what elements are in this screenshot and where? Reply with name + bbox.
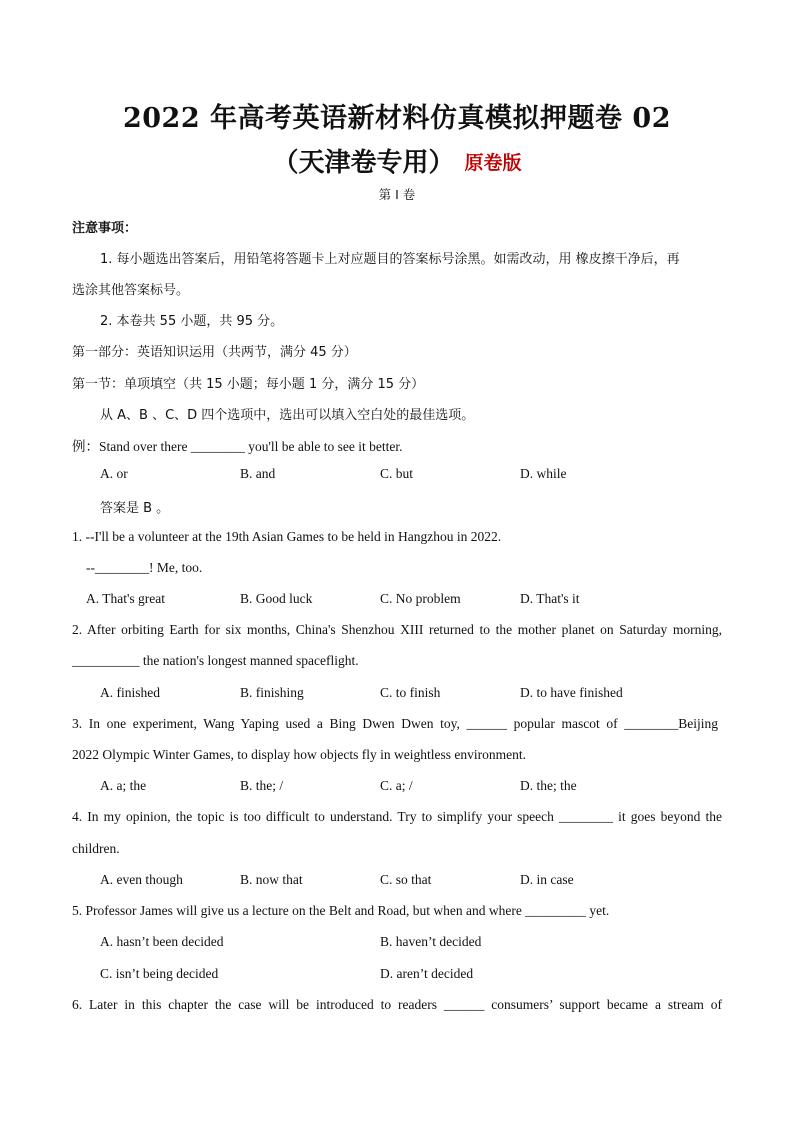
- example-option-a: A. or: [100, 466, 128, 481]
- question-3-option-a: A. a; the: [100, 778, 147, 793]
- question-3-option-b: B. the; /: [240, 778, 284, 793]
- question-1-stem: 1. --I'll be a volunteer at the 19th Asian Games to be held in Hangzhou in 2022.: [72, 529, 502, 544]
- question-4-option-c: C. so that: [380, 872, 432, 887]
- question-5-option-a: A. hasn’t been decided: [100, 934, 224, 949]
- example-answer: 答案是 B 。: [100, 501, 170, 516]
- version-badge: 原卷版: [464, 152, 522, 174]
- notice-item-1-cont: 选涂其他答案标号。: [72, 283, 190, 298]
- question-4-option-b: B. now that: [240, 872, 303, 887]
- question-3-stem: 3. In one experiment, Wang Yaping used a Bing Dwen Dwen toy, ______ popular mascot of ________Beijing: [72, 716, 718, 731]
- example-option-d: D. while: [520, 466, 567, 481]
- question-1-option-d: D. That's it: [520, 591, 580, 606]
- instruction-text: 从 A、B 、C、D 四个选项中，选出可以填入空白处的最佳选项。: [100, 408, 475, 423]
- question-2-stem-cont: __________ the nation's longest manned spaceflight.: [72, 653, 359, 668]
- question-5-option-d: D. aren’t decided: [380, 966, 474, 981]
- question-1-option-b: B. Good luck: [240, 591, 313, 606]
- notice-item-2: 2. 本卷共 55 小题，共 95 分。: [100, 314, 284, 329]
- question-2-option-c: C. to finish: [380, 685, 441, 700]
- example-stem: 例：Stand over there ________ you'll be able to see it better.: [72, 439, 403, 454]
- document-title: 2022 年高考英语新材料仿真模拟押题卷 02: [122, 103, 672, 134]
- subtitle-text: （天津卷专用）: [272, 148, 455, 178]
- question-4-option-d: D. in case: [520, 872, 574, 887]
- question-2-option-d: D. to have finished: [520, 685, 623, 700]
- question-3-stem-cont: 2022 Olympic Winter Games, to display how objects fly in weightless environment.: [72, 747, 527, 762]
- question-2-stem: 2. After orbiting Earth for six months, China's Shenzhou XIII returned to the mother planet on Saturday morning,: [72, 622, 722, 637]
- question-1-reply: --________! Me, too.: [86, 560, 203, 575]
- question-5-stem: 5. Professor James will give us a lecture on the Belt and Road, but when and where _________ yet.: [72, 903, 610, 918]
- question-1-option-c: C. No problem: [380, 591, 461, 606]
- section-heading: 第一节：单项填空（共 15 小题；每小题 1 分，满分 15 分）: [72, 377, 425, 392]
- question-4-stem-cont: children.: [72, 841, 120, 856]
- question-3-option-c: C. a; /: [380, 778, 413, 793]
- question-2-option-b: B. finishing: [240, 685, 304, 700]
- question-5-option-b: B. haven’t decided: [380, 934, 482, 949]
- question-5-option-c: C. isn’t being decided: [100, 966, 219, 981]
- question-4-stem: 4. In my opinion, the topic is too difficult to understand. Try to simplify your speech ________ it goes beyond the: [72, 809, 722, 824]
- document-subtitle: [0, 142, 794, 179]
- example-option-c: C. but: [380, 466, 414, 481]
- question-1-option-a: A. That's great: [86, 591, 166, 606]
- example-option-b: B. and: [240, 466, 276, 481]
- question-4-option-a: A. even though: [100, 872, 183, 887]
- question-6-stem: 6. Later in this chapter the case will be introduced to readers ______ consumers’ support became a stream of: [72, 997, 722, 1012]
- part-heading: 第一部分：英语知识运用（共两节，满分 45 分）: [72, 345, 357, 360]
- notice-heading: 注意事项：: [72, 221, 138, 236]
- question-2-option-a: A. finished: [100, 685, 160, 700]
- question-3-option-d: D. the; the: [520, 778, 577, 793]
- notice-item-1: 1. 每小题选出答案后，用铅笔将答题卡上对应题目的答案标号涂黑。如需改动，用 橡皮擦干净后，再: [100, 252, 680, 267]
- volume-label: 第 I 卷: [378, 187, 416, 202]
